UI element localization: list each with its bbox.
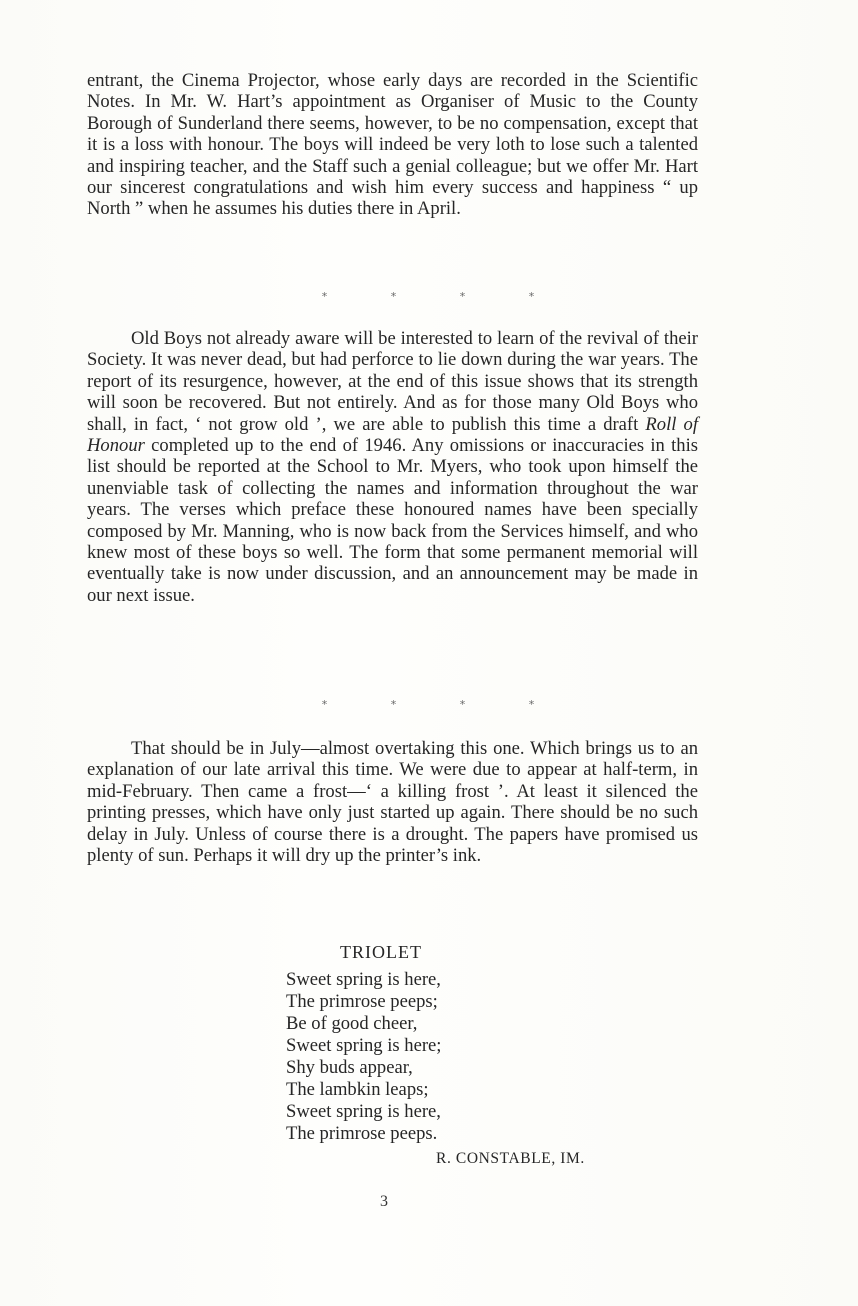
poem-line: The primrose peeps.	[286, 1123, 438, 1144]
paragraph-late-arrival: That should be in July—almost overtaking this one. Which brings us to an explanation of our late arrival this time. We were due to appear at half-term, in mid-February. Then came a frost—‘ a killing frost ’. At least it silenced the printing presses, which have only just started up again. There should be no such delay in July. Unless of course there is a drought. The papers have promised us plenty of sun. Perhaps it will dry up the printer’s ink.	[87, 738, 698, 867]
poem-title: TRIOLET	[340, 942, 422, 962]
poem-line: The primrose peeps;	[286, 991, 438, 1012]
roll-of-honour-title: Roll of Honour	[87, 413, 698, 457]
section-separator: * * * *	[321, 290, 565, 303]
paragraph-text: Old Boys not already aware will be interested to learn of the revival of their Society. It was never dead, but had perforce to lie down during the war years. The report of its resurgence, however, at the end of this issue shows that its strength will soon be recovered. But not entirely. And as for those many Old Boys who shall, in fact, ‘ not grow old ’, we are able to publish this time a draft	[87, 328, 698, 435]
poem-line: Be of good cheer,	[286, 1013, 418, 1034]
poem-line: Sweet spring is here,	[286, 1101, 441, 1122]
poem-line: Sweet spring is here,	[286, 969, 441, 990]
paragraph-music-appointment: entrant, the Cinema Projector, whose early days are recorded in the Scientific Notes. In Mr. W. Hart’s appointment as Organiser of Music to the County Borough of Sunderland there seems, however, to be no compensation, except that it is a loss with honour. The boys will indeed be very loth to lose such a talented and inspiring teacher, and the Staff such a genial colleague; but we offer Mr. Hart our sincerest congratulations and wish him every success and happiness “ up North ” when he assumes his duties there in April.	[87, 70, 698, 220]
poem-line: Sweet spring is here;	[286, 1035, 442, 1056]
poem-author: R. CONSTABLE, IM.	[436, 1150, 585, 1167]
paragraph-old-boys-society	[87, 328, 698, 606]
poem-line: Shy buds appear,	[286, 1057, 413, 1078]
paragraph-text: completed up to the end of 1946. Any omissions or inaccuracies in this list should be reported at the School to Mr. Myers, who took upon himself the unenviable task of collecting the names and information throughout the war years. The verses which preface these honoured names have been specially composed by Mr. Manning, who is now back from the Services himself, and who knew most of these boys so well. The form that some permanent memorial will eventually take is now under discussion, and an announcement may be made in our next issue.	[87, 435, 698, 606]
poem-verse	[286, 969, 441, 1145]
poem-line: The lambkin leaps;	[286, 1079, 429, 1100]
section-separator: * * * *	[321, 698, 565, 711]
page-number: 3	[380, 1193, 388, 1210]
